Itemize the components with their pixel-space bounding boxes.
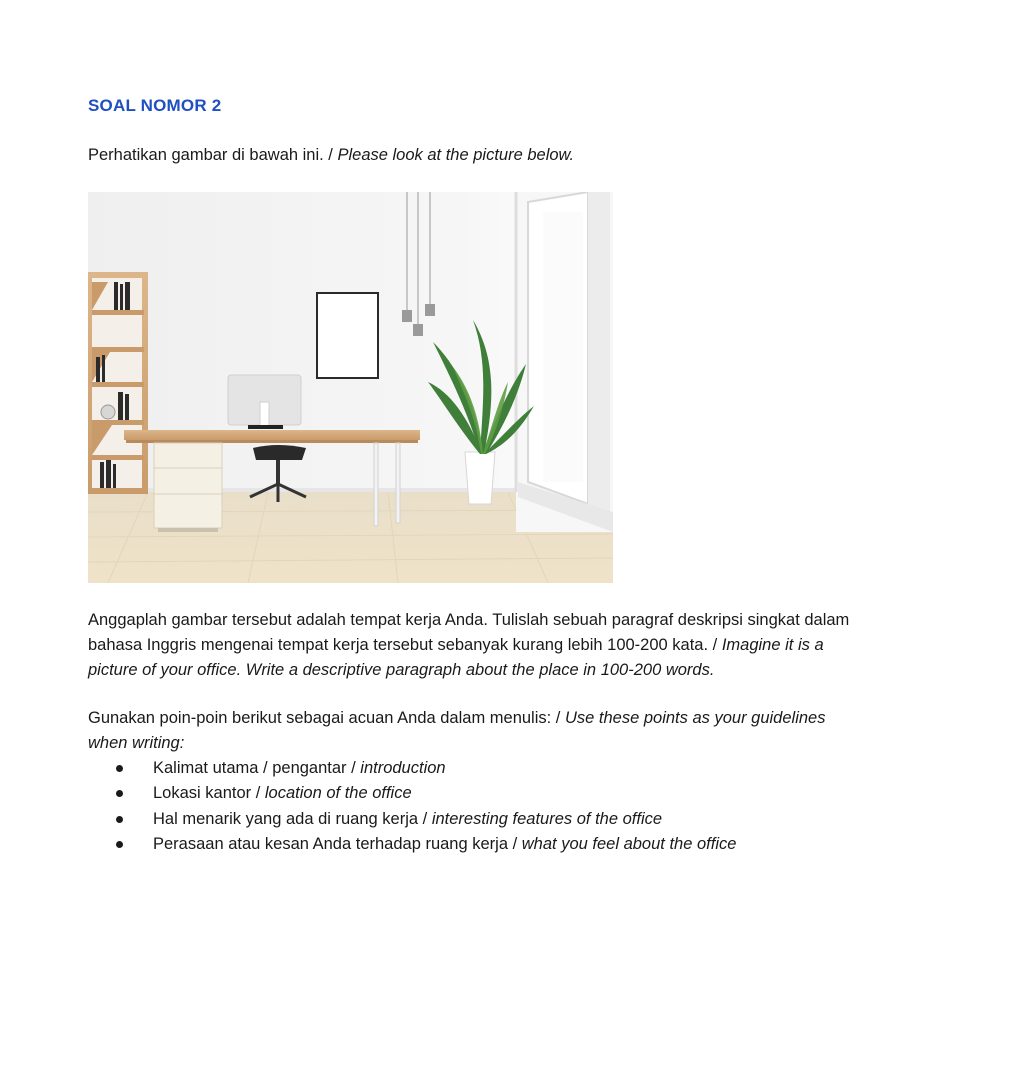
bullet-icon (116, 790, 123, 797)
guideline-text-id: Gunakan poin-poin berikut sebagai acuan Anda dalam menulis: / (88, 709, 565, 727)
instruction-text-en-2: picture of your office. Write a descriptive paragraph about the place in 100-200 words. (88, 661, 715, 679)
instruction-line-3 (88, 658, 714, 683)
instruction-text-id: bahasa Inggris mengenai tempat kerja tersebut sebanyak kurang lebih 100-200 kata. / (88, 636, 722, 654)
point-text-id: Perasaan atau kesan Anda terhadap ruang kerja / (153, 834, 522, 853)
bullet-icon (116, 841, 123, 848)
office-photo (88, 192, 613, 583)
guideline-line-1 (88, 706, 825, 731)
point-text-en: interesting features of the office (431, 809, 663, 828)
list-item (0, 781, 1024, 806)
intro-line (88, 143, 574, 168)
guideline-list (0, 756, 1024, 857)
question-title: SOAL NOMOR 2 (88, 96, 222, 115)
point-text-en: location of the office (264, 784, 412, 803)
point-text-id: Kalimat utama / pengantar / (153, 759, 361, 777)
point-text-id: Hal menarik yang ada di ruang kerja / (153, 809, 432, 828)
guideline-line-2 (88, 731, 184, 756)
bullet-icon (116, 765, 123, 772)
point-text-id: Lokasi kantor / (153, 784, 265, 803)
list-item (0, 807, 1024, 832)
bullet-icon (116, 816, 123, 823)
guideline-text-en-2: when writing: (88, 734, 185, 752)
intro-text-en: Please look at the picture below. (337, 146, 575, 164)
guideline-text-en: Use these points as your guidelines (564, 709, 826, 727)
point-text-en: introduction (360, 759, 446, 777)
instruction-line-1: Anggaplah gambar tersebut adalah tempat kerja Anda. Tulislah sebuah paragraf deskripsi singkat dalam (88, 611, 850, 629)
list-item (0, 832, 1024, 857)
list-item (0, 756, 1024, 781)
instruction-text-en: Imagine it is a (721, 636, 824, 654)
point-text-en: what you feel about the office (521, 834, 737, 853)
intro-text-id: Perhatikan gambar di bawah ini. / (88, 146, 338, 164)
instruction-line-2 (88, 633, 824, 658)
